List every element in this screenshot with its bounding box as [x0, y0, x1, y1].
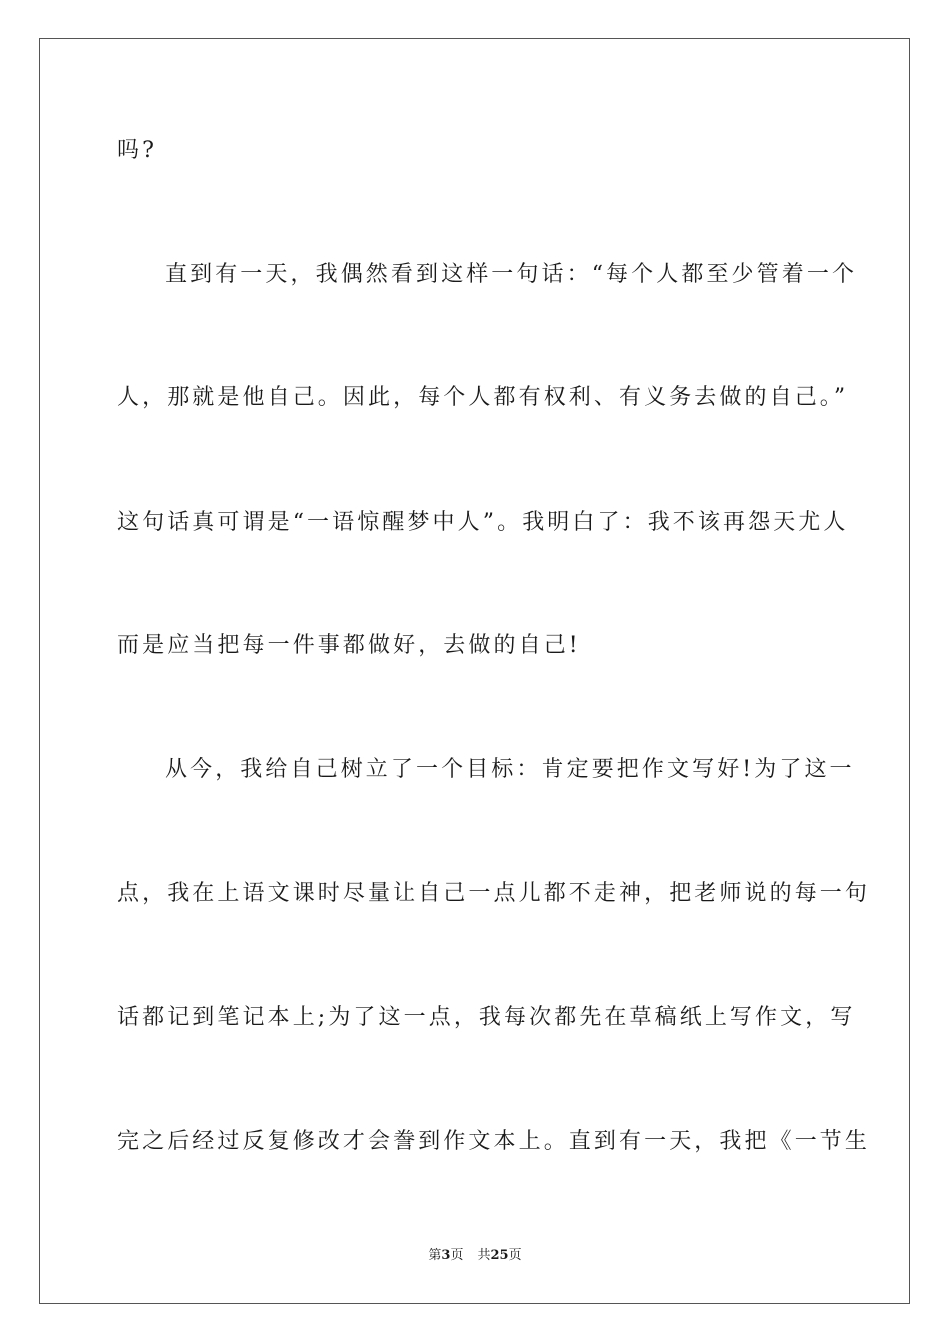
- text-line-9: 完之后经过反复修改才会誊到作文本上。直到有一天，我把《一节生: [117, 1129, 871, 1154]
- total-pages: 25: [490, 1248, 509, 1263]
- text-line-1: 吗?: [117, 138, 157, 163]
- page-footer: [0, 1247, 950, 1265]
- text-line-7: 点，我在上语文课时尽量让自己一点儿都不走神，把老师说的每一句: [117, 881, 871, 906]
- total-suffix: 页: [508, 1248, 522, 1263]
- page-suffix: 页: [450, 1248, 464, 1263]
- text-line-6: 从今，我给自己树立了一个目标：肯定要把作文写好!为了这一: [165, 757, 855, 782]
- text-line-4: 这句话真可谓是“一语惊醒梦中人”。我明白了：我不该再怨天尤人: [117, 510, 849, 535]
- text-line-8: 话都记到笔记本上;为了这一点，我每次都先在草稿纸上写作文，写: [117, 1005, 856, 1030]
- total-prefix: 共: [477, 1248, 491, 1263]
- text-line-5: 而是应当把每一件事都做好，去做的自己!: [117, 633, 581, 658]
- text-line-3: 人，那就是他自己。因此，每个人都有权利、有义务去做的自己。”: [117, 385, 849, 410]
- text-line-2: 直到有一天，我偶然看到这样一句话：“每个人都至少管着一个: [165, 262, 858, 287]
- page-prefix: 第: [428, 1248, 442, 1263]
- page-number: 3: [441, 1248, 451, 1263]
- page-border: [39, 38, 910, 1304]
